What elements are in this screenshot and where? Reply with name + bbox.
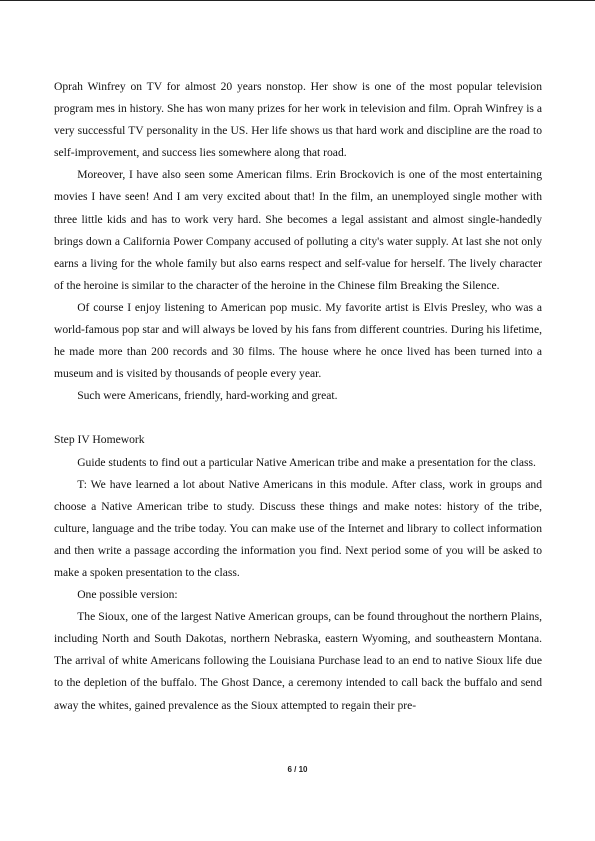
page-number: 6 / 10	[287, 765, 308, 774]
paragraph-american-films: Moreover, I have also seen some American films. Erin Brockovich is one of the most entertaining movies I have seen! And I am very excited about that! In the film, an unemployed single mother with three little kids and has to work very hard. She becomes a legal assistant and almost single-handedly brings down a California Power Company accused of polluting a city's water supply. At last she not only earns a living for the whole family but also earns respect and self-value for herself. The lively character of the heroine is similar to the character of the heroine in the Chinese film Breaking the Silence.	[54, 168, 542, 292]
paragraph-conclusion: Such were Americans, friendly, hard-working and great.	[77, 389, 338, 403]
paragraph-homework-guide: Guide students to find out a particular Native American tribe and make a presentation for the class.	[77, 455, 536, 469]
paragraph-teacher-instructions: T: We have learned a lot about Native Americans in this module. After class, work in groups and choose a Native American tribe to study. Discuss these things and make notes: history of the tribe, culture, language and the tribe today. You can make use of the Internet and library to collect information and then write a passage according the information you find. Next period some of you will be asked to make a spoken presentation to the class.	[54, 477, 542, 579]
paragraph-sioux-tribe: The Sioux, one of the largest Native American groups, can be found throughout the northern Plains, including North and South Dakotas, northern Nebraska, eastern Wyoming, and southeastern Montana. The arrival of white Americans following the Louisiana Purchase lead to an end to native Sioux life due to the depletion of the buffalo. The Ghost Dance, a ceremony intended to call back the buffalo and send away the whites, gained prevalence as the Sioux attempted to regain their pre-	[54, 610, 542, 712]
paragraph-american-pop-music: Of course I enjoy listening to American pop music. My favorite artist is Elvis Presley, who was a world-famous pop star and will always be loved by his fans from different countries. During his lifetime, he made more than 200 records and 30 films. The house where he once lived has been turned into a museum and is visited by thousands of people every year.	[54, 300, 542, 381]
section-heading-homework: Step IV Homework	[54, 433, 145, 447]
page-top-border	[0, 0, 595, 1]
document-body	[54, 76, 542, 717]
paragraph-possible-version-label: One possible version:	[77, 588, 178, 602]
section-spacer	[54, 407, 542, 429]
paragraph-oprah-winfrey: Oprah Winfrey on TV for almost 20 years nonstop. Her show is one of the most popular television program mes in history. She has won many prizes for her work in television and film. Oprah Winfrey is a very successful TV personality in the US. Her life shows us that hard work and discipline are the road to self-improvement, and success lies somewhere along that road.	[54, 80, 542, 160]
